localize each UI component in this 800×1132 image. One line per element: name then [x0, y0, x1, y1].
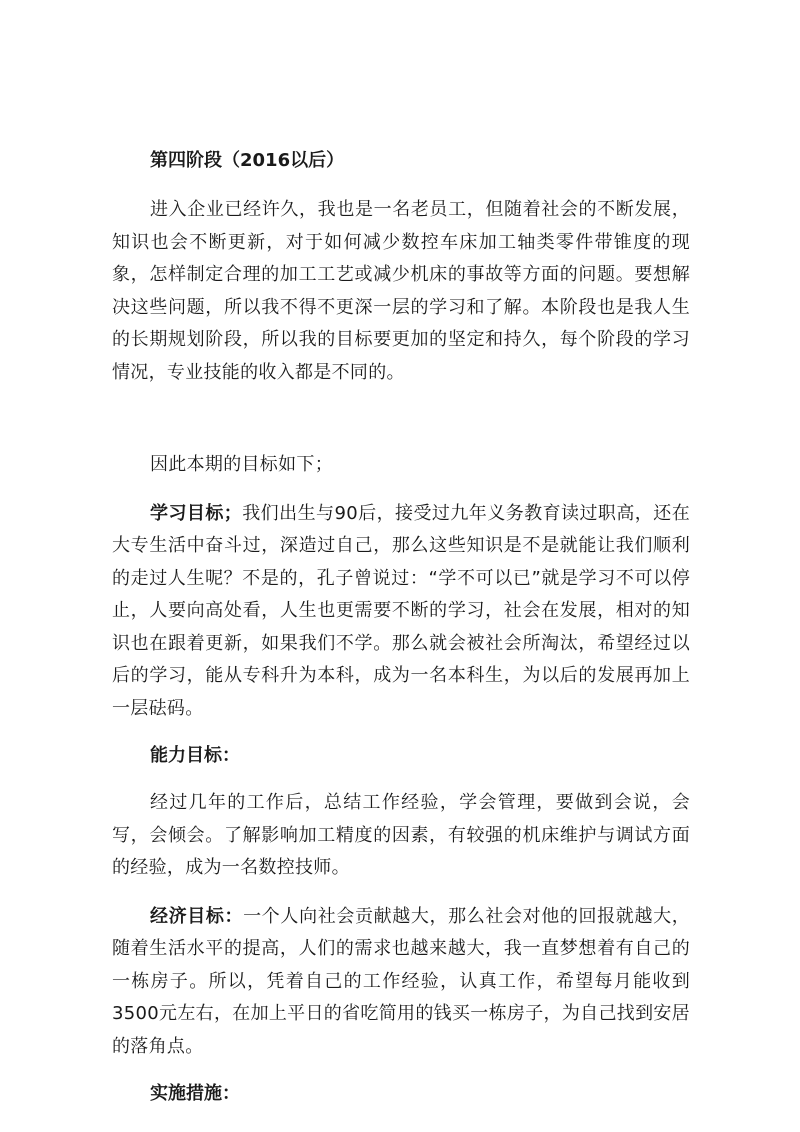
study-goal-text: 我们出生与90后，接受过九年义务教育读过职高，还在大专生活中奋斗过，深造过自己，那么这些知识是不是就能让我们顺利的走过人生呢？不是的，孔子曾说过：“学不可以已”就是学习不可以停止，人要向高处看，人生也更需要不断的学习，社会在发展，相对的知识也在跟着更新，如果我们不学。那么就会被社会所淘汰，希望经过以后的学习，能从专科升为本科，成为一名本科生，为以后的发展再加上一层砝码。	[112, 502, 691, 719]
stage-paragraph: 进入企业已经许久，我也是一名老员工，但随着社会的不断发展，知识也会不断更新，对于如何减少数控车床加工轴类零件带锥度的现象，怎样制定合理的加工工艺或减少机床的事故等方面的问题。要想解决这些问题，所以我不得不更深一层的学习和了解。本阶段也是我人生的长期规划阶段，所以我的目标要更加的坚定和持久，每个阶段的学习情况，专业技能的收入都是不同的。	[112, 199, 690, 383]
ability-goal-text: 经过几年的工作后，总结工作经验，学会管理，要做到会说，会写，会倾会。了解影响加工精度的因素，有较强的机床维护与调试方面的经验，成为一名数控技师。	[112, 792, 690, 878]
document-body	[112, 146, 690, 1109]
economic-goal-text: 一个人向社会贡献越大，那么社会对他的回报就越大，随着生活水平的提高，人们的需求也越来越大，我一直梦想着有自己的一栋房子。所以，凭着自己的工作经验，认真工作，希望每月能收到3500元左右，在加上平日的省吃简用的钱买一栋房子，为自己找到安居的落角点。	[112, 905, 691, 1057]
economic-goal-label: 经济目标：	[150, 905, 244, 927]
study-goal-paragraph	[112, 498, 690, 726]
stage-heading: 第四阶段（2016以后）	[150, 150, 345, 171]
economic-goal-paragraph	[112, 901, 690, 1064]
ability-goal-label: 能力目标：	[150, 745, 240, 766]
measures-heading: 实施措施：	[150, 1083, 240, 1104]
study-goal-label: 学习目标；	[150, 502, 243, 524]
intro-line: 因此本期的目标如下；	[150, 454, 333, 475]
